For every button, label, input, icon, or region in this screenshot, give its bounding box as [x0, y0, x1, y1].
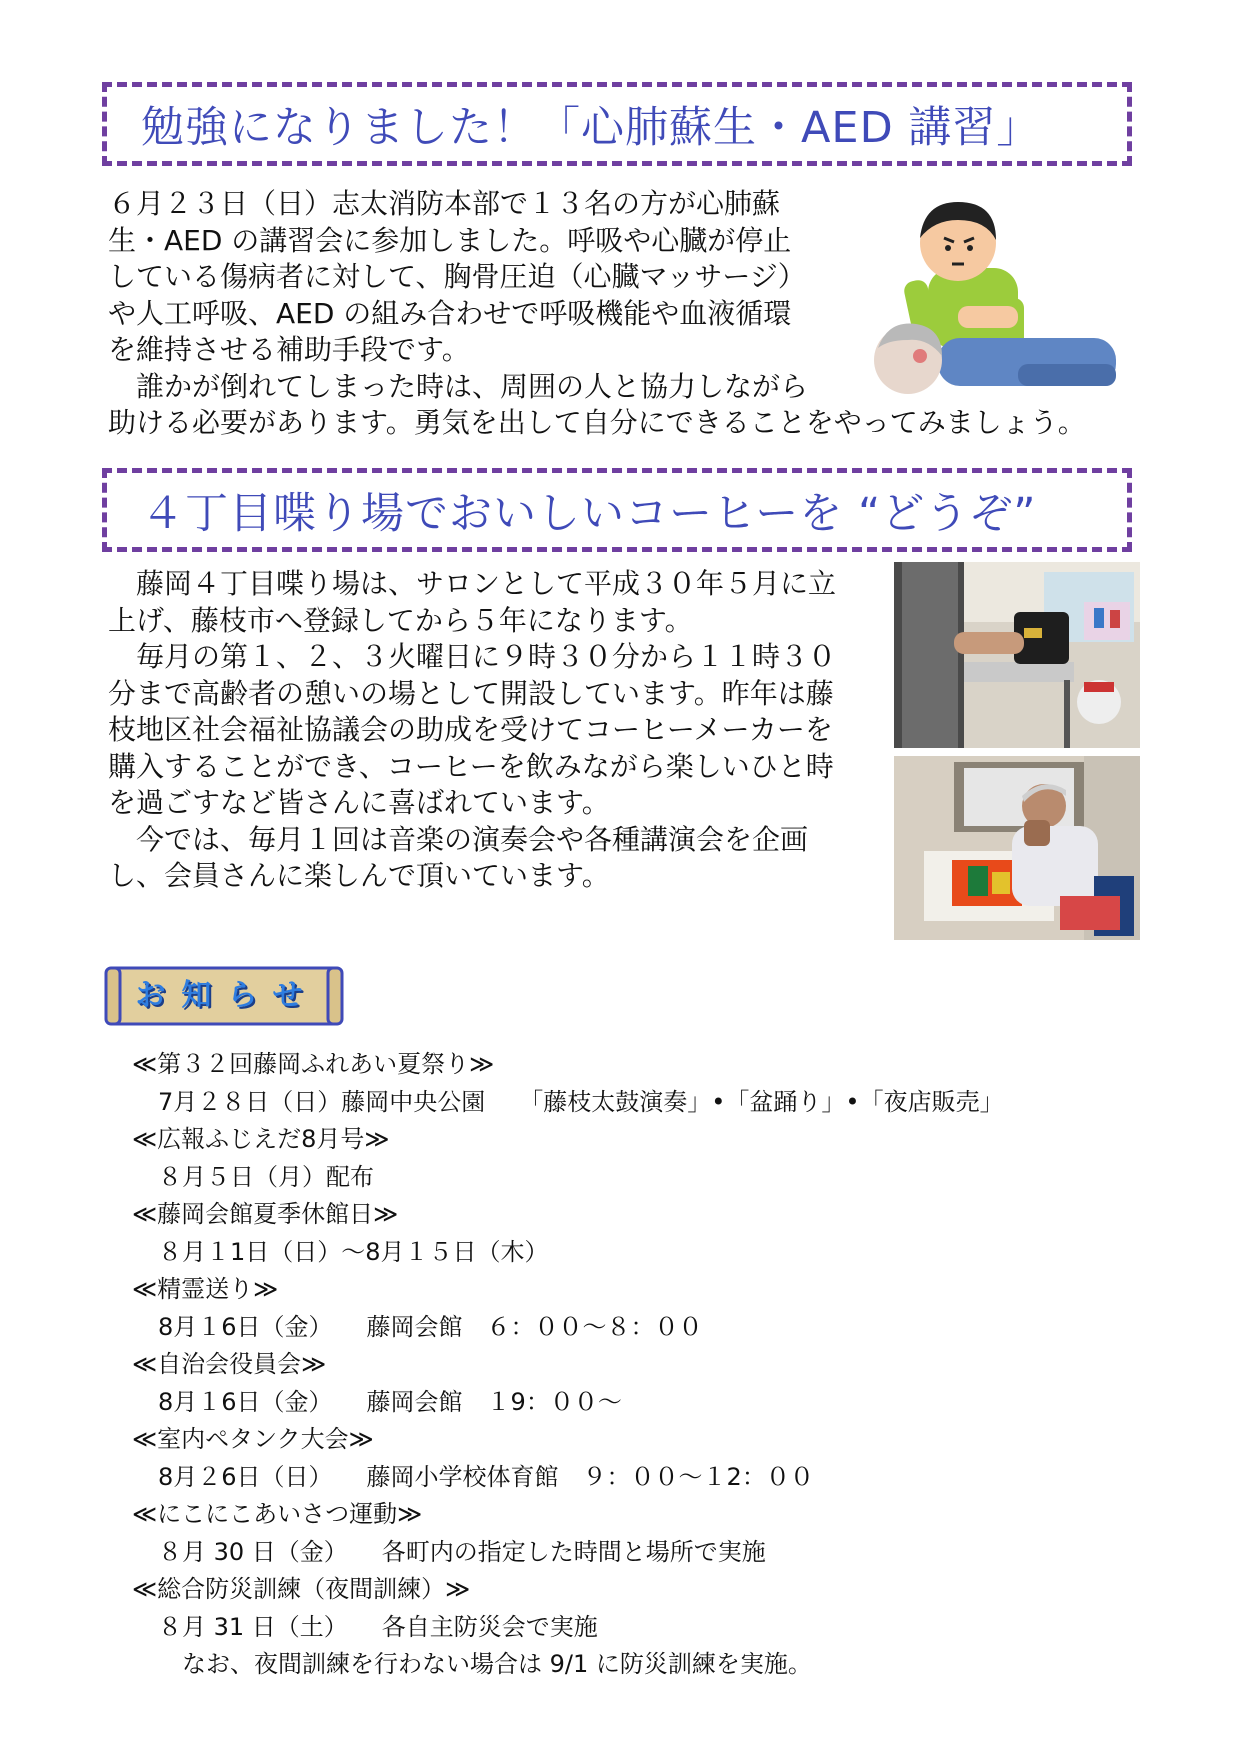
notice-title: ≪精霊送り≫	[132, 1275, 279, 1303]
notice-title: ≪広報ふじえだ8月号≫	[132, 1125, 390, 1153]
notice-title: ≪総合防災訓練（夜間訓練）≫	[132, 1575, 471, 1603]
cpr-illustration	[858, 188, 1126, 406]
notice-info: 藤岡会館 １9：００～	[366, 1387, 622, 1416]
notice-banner	[104, 962, 344, 1030]
notice-date: 7月２８日（日）藤岡中央公園	[158, 1087, 486, 1116]
notice-title: ≪室内ペタンク大会≫	[132, 1425, 374, 1453]
section2-body	[108, 566, 836, 895]
notice-item	[132, 1346, 1004, 1421]
notice-info: 「藤枝太鼓演奏」•「盆踊り」•「夜店販売」	[519, 1087, 1004, 1116]
notice-date: 8月１6日（金）	[158, 1312, 333, 1341]
text-line: 購入することができ、コーヒーを飲みながら楽しいひと時	[108, 749, 834, 783]
text-line: 助ける必要があります。勇気を出して自分にできることをやってみましょう。	[108, 406, 1086, 439]
notice-title: ≪第３２回藤岡ふれあい夏祭り≫	[132, 1050, 495, 1078]
text-line: 分まで高齢者の憩いの場として開設しています。昨年は藤	[108, 676, 834, 710]
notice-item	[132, 1121, 1004, 1196]
text-line: 上げ、藤枝市へ登録してから５年になります。	[108, 603, 693, 637]
notice-item	[132, 1571, 1004, 1684]
text-line: 毎月の第１、２、３火曜日に９時３０分から１１時３０	[108, 640, 837, 673]
text-line: 今では、毎月１回は音楽の演奏会や各種講演会を企画	[108, 822, 809, 856]
text-line: し、会員さんに楽しんで頂いています。	[108, 859, 610, 892]
notice-detail	[132, 1384, 1004, 1422]
text-line: 枝地区社会福祉協議会の助成を受けてコーヒーメーカーを	[108, 713, 833, 746]
notice-info: 各町内の指定した時間と場所で実施	[381, 1537, 766, 1566]
text-line: や人工呼吸、AED の組み合わせで呼吸機能や血液循環	[108, 296, 792, 330]
notice-banner-text: お知らせ	[135, 978, 319, 1013]
notice-item	[132, 1196, 1004, 1271]
text-line: ６月２３日（日）志太消防本部で１３名の方が心肺蘇	[108, 187, 781, 220]
section2-heading-box	[102, 468, 1132, 552]
notice-list	[132, 1046, 1004, 1684]
notice-detail	[132, 1534, 1004, 1572]
notice-item	[132, 1496, 1004, 1571]
section1-heading-box	[102, 82, 1132, 166]
notice-info: 各自主防災会で実施	[381, 1612, 598, 1641]
notice-date: ８月 31 日（土）	[158, 1612, 348, 1641]
notice-title: ≪にこにこあいさつ運動≫	[132, 1500, 423, 1528]
notice-detail	[132, 1084, 1004, 1122]
notice-date: 8月１6日（金）	[158, 1387, 333, 1416]
notice-date: ８月５日（月）配布	[158, 1162, 374, 1191]
notice-date: 8月２6日（日）	[158, 1462, 333, 1491]
notice-item	[132, 1046, 1004, 1121]
text-line: を過ごすなど皆さんに喜ばれています。	[108, 786, 610, 819]
notice-info: 藤岡小学校体育館 ９：００～１2：００	[366, 1462, 814, 1491]
section1-heading: 勉強になりました！「心肺蘇生・AED 講習」	[141, 102, 1041, 153]
text-line: 生・AED の講習会に参加しました。呼吸や心臓が停止	[108, 223, 792, 257]
man-drinking-coffee-photo	[894, 756, 1140, 940]
text-line: している傷病者に対して、胸骨圧迫（心臓マッサージ）	[108, 260, 806, 293]
notice-date: ８月１1日（日）～8月１５日（木）	[158, 1237, 549, 1266]
notice-item	[132, 1421, 1004, 1496]
text-line: 誰かが倒れてしまった時は、周囲の人と協力しながら	[108, 369, 809, 403]
notice-title: ≪自治会役員会≫	[132, 1350, 327, 1378]
notice-item	[132, 1271, 1004, 1346]
notice-detail	[132, 1309, 1004, 1347]
notice-note: なお、夜間訓練を行わない場合は 9/1 に防災訓練を実施。	[182, 1650, 812, 1678]
notice-date: ８月 30 日（金）	[158, 1537, 348, 1566]
section2-heading: ４丁目喋り場でおいしいコーヒーを “どうぞ”	[141, 488, 1037, 539]
notice-detail	[132, 1159, 1004, 1197]
notice-title: ≪藤岡会館夏季休館日≫	[132, 1200, 399, 1228]
notice-detail	[132, 1459, 1004, 1497]
text-line: 藤岡４丁目喋り場は、サロンとして平成３０年５月に立	[108, 567, 837, 600]
text-line: を維持させる補助手段です。	[108, 333, 470, 366]
notice-info: 藤岡会館 ６：００～８：００	[366, 1312, 703, 1341]
notice-detail	[132, 1234, 1004, 1272]
notice-detail	[132, 1609, 1004, 1647]
coffee-maker-photo	[894, 562, 1140, 748]
